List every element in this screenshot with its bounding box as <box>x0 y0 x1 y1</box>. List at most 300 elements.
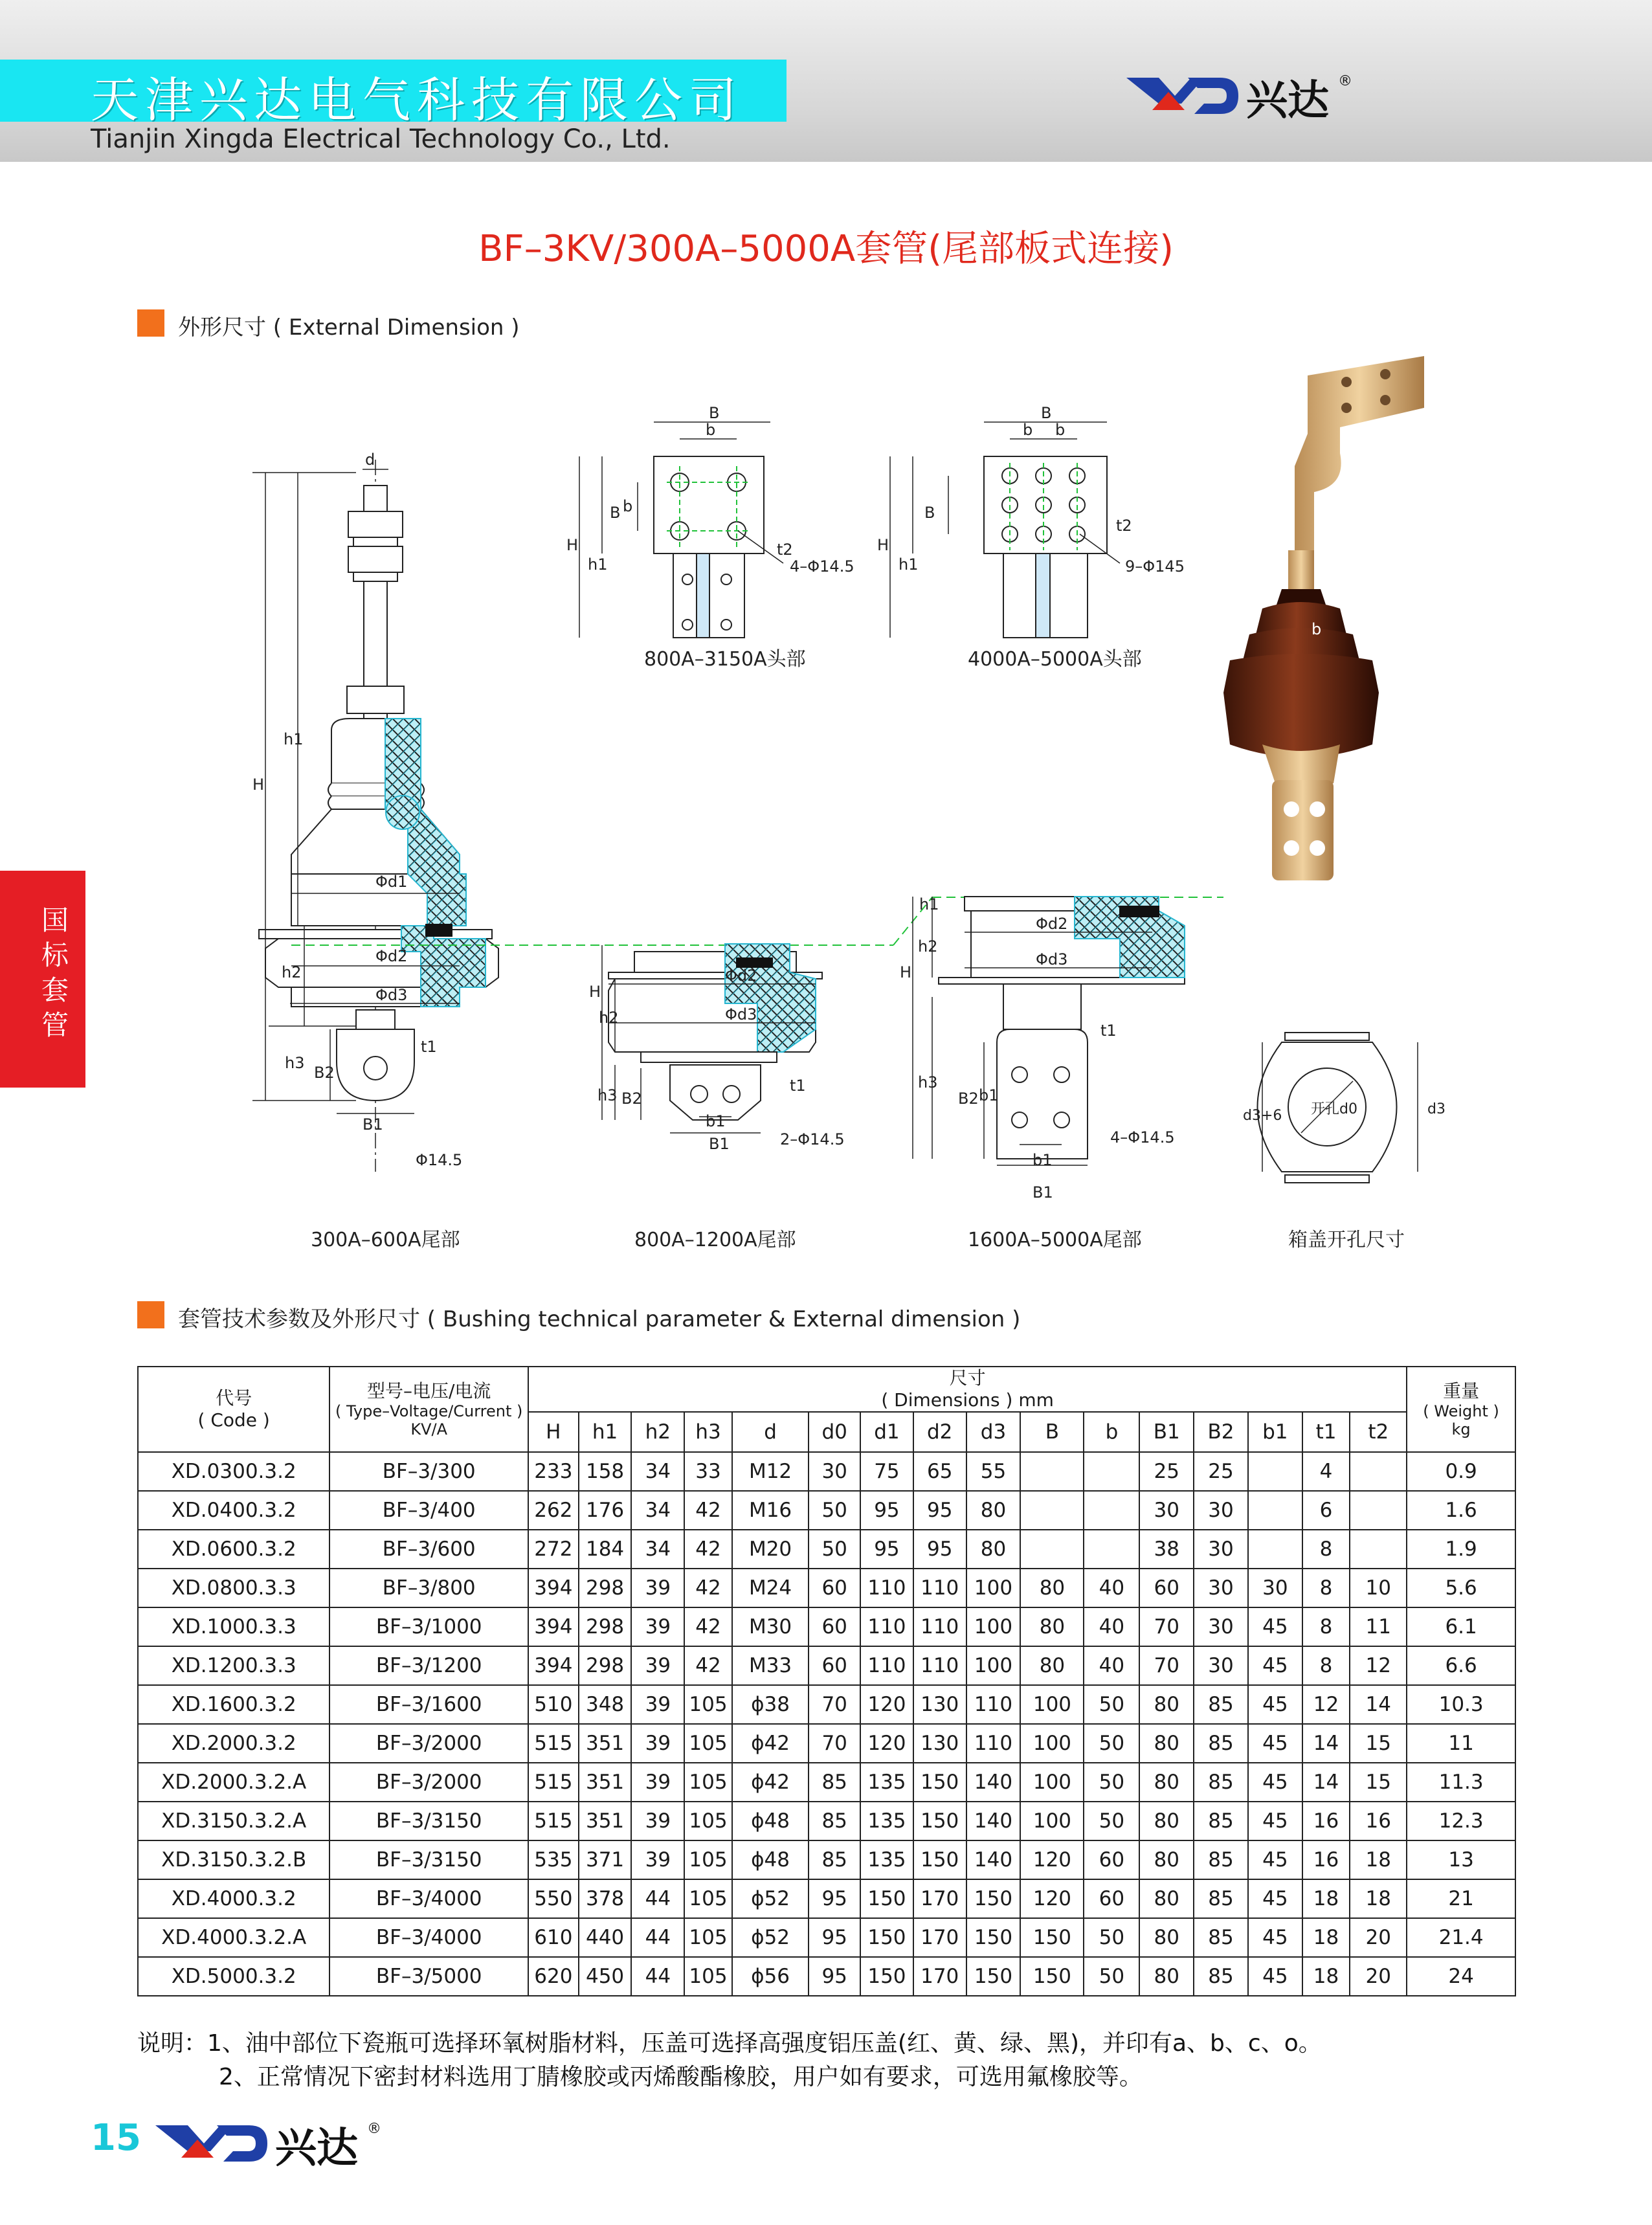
table-row <box>138 1918 1515 1957</box>
cell-d0: 95 <box>809 1918 860 1957</box>
cell-H: 535 <box>528 1840 579 1879</box>
svg-text:b: b <box>1023 421 1033 439</box>
cell-B2: 30 <box>1194 1607 1248 1646</box>
svg-text:4–Φ14.5: 4–Φ14.5 <box>1110 1128 1175 1146</box>
svg-text:h2: h2 <box>282 963 302 981</box>
cell-h3: 105 <box>684 1724 732 1763</box>
table-row <box>138 1957 1515 1996</box>
cell-d2: 65 <box>913 1452 966 1491</box>
cell-d3: 110 <box>966 1685 1021 1724</box>
cell-t1: 14 <box>1302 1763 1350 1802</box>
cell-t1: 8 <box>1302 1646 1350 1685</box>
cell-h3: 105 <box>684 1840 732 1879</box>
cell-b1: 45 <box>1248 1802 1302 1840</box>
cell-weight: 24 <box>1407 1957 1515 1996</box>
cell-H: 394 <box>528 1646 579 1685</box>
cell-code: XD.1600.3.2 <box>138 1685 329 1724</box>
cell-model: BF–3/2000 <box>329 1724 528 1763</box>
footer-brand-logo <box>152 2107 398 2178</box>
cell-b1: 30 <box>1248 1569 1302 1607</box>
cell-code: XD.0300.3.2 <box>138 1452 329 1491</box>
cell-d1: 110 <box>860 1607 913 1646</box>
cell-h3: 42 <box>684 1491 732 1530</box>
cell-d0: 50 <box>809 1530 860 1569</box>
header-dim-d: d <box>732 1412 809 1452</box>
header-dimensions: 尺寸 ( Dimensions ) mm <box>528 1367 1407 1412</box>
xd-logo-icon <box>152 2107 398 2178</box>
table-row <box>138 1491 1515 1530</box>
table-row <box>138 1646 1515 1685</box>
cover-hole-drawing <box>1243 1033 1446 1251</box>
cell-b1 <box>1248 1530 1302 1569</box>
cell-h1: 176 <box>579 1491 632 1530</box>
cell-weight: 10.3 <box>1407 1685 1515 1724</box>
cell-b1: 45 <box>1248 1646 1302 1685</box>
svg-text:b: b <box>706 421 716 439</box>
header-code: 代号 ( Code ) <box>138 1367 329 1452</box>
section-heading-external-dimension: 外形尺寸 ( External Dimension ) <box>178 315 520 341</box>
cell-d2: 170 <box>913 1879 966 1918</box>
cell-t1: 8 <box>1302 1569 1350 1607</box>
cell-h3: 42 <box>684 1569 732 1607</box>
cell-b: 60 <box>1084 1840 1139 1879</box>
header-dim-h1: h1 <box>579 1412 632 1452</box>
cell-code: XD.1200.3.3 <box>138 1646 329 1685</box>
cell-b: 50 <box>1084 1957 1139 1996</box>
cell-h1: 351 <box>579 1724 632 1763</box>
cell-B2: 85 <box>1194 1724 1248 1763</box>
cell-B <box>1020 1530 1084 1569</box>
cell-B1: 80 <box>1139 1879 1194 1918</box>
cell-t1: 18 <box>1302 1957 1350 1996</box>
svg-text:Φd2: Φd2 <box>375 947 408 965</box>
cell-B2: 30 <box>1194 1491 1248 1530</box>
cell-d2: 95 <box>913 1530 966 1569</box>
cell-d: ϕ56 <box>732 1957 809 1996</box>
cell-t2 <box>1350 1452 1407 1491</box>
cell-h2: 44 <box>631 1957 684 1996</box>
cell-d1: 135 <box>860 1763 913 1802</box>
cell-d0: 60 <box>809 1646 860 1685</box>
svg-text:b1: b1 <box>1032 1151 1053 1169</box>
cell-d3: 80 <box>966 1491 1021 1530</box>
cell-b: 50 <box>1084 1685 1139 1724</box>
svg-text:h3: h3 <box>285 1054 305 1072</box>
header-dim-t2: t2 <box>1350 1412 1407 1452</box>
cell-d2: 95 <box>913 1491 966 1530</box>
svg-text:B: B <box>610 504 621 522</box>
header-dim-d3: d3 <box>966 1412 1021 1452</box>
cell-t2 <box>1350 1491 1407 1530</box>
svg-text:Φd2: Φd2 <box>725 967 757 985</box>
cell-d: ϕ48 <box>732 1802 809 1840</box>
cell-d0: 85 <box>809 1802 860 1840</box>
svg-text:b: b <box>623 497 633 515</box>
cell-B: 80 <box>1020 1569 1084 1607</box>
cell-h1: 348 <box>579 1685 632 1724</box>
cell-b: 40 <box>1084 1607 1139 1646</box>
cell-B: 120 <box>1020 1840 1084 1879</box>
page-number: 15 <box>91 2117 141 2159</box>
cell-B1: 70 <box>1139 1646 1194 1685</box>
head-800-3150-drawing <box>566 404 854 671</box>
cell-h2: 39 <box>631 1607 684 1646</box>
cell-model: BF–3/3150 <box>329 1840 528 1879</box>
brand-logo <box>1123 60 1369 131</box>
cell-model: BF–3/3150 <box>329 1802 528 1840</box>
cell-B1: 80 <box>1139 1918 1194 1957</box>
svg-text:800A–3150A头部: 800A–3150A头部 <box>644 648 806 671</box>
cell-h2: 39 <box>631 1802 684 1840</box>
cell-B2: 85 <box>1194 1763 1248 1802</box>
cell-B1: 80 <box>1139 1724 1194 1763</box>
cell-h1: 450 <box>579 1957 632 1996</box>
cell-d0: 85 <box>809 1840 860 1879</box>
cell-b <box>1084 1491 1139 1530</box>
cell-d2: 150 <box>913 1763 966 1802</box>
header-dim-h2: h2 <box>631 1412 684 1452</box>
cell-model: BF–3/400 <box>329 1491 528 1530</box>
cell-model: BF–3/4000 <box>329 1918 528 1957</box>
page-title: BF–3KV/300A–5000A套管(尾部板式连接) <box>478 228 1174 270</box>
cell-H: 510 <box>528 1685 579 1724</box>
svg-text:箱盖开孔尺寸: 箱盖开孔尺寸 <box>1288 1229 1405 1251</box>
header-dim-t1: t1 <box>1302 1412 1350 1452</box>
cell-b <box>1084 1452 1139 1491</box>
header-dim-B1: B1 <box>1139 1412 1194 1452</box>
cell-model: BF–3/300 <box>329 1452 528 1491</box>
cell-b: 50 <box>1084 1802 1139 1840</box>
cell-B1: 80 <box>1139 1840 1194 1879</box>
cell-B2: 85 <box>1194 1918 1248 1957</box>
header-model: 型号–电压/电流 ( Type–Voltage/Current ) KV/A <box>329 1367 528 1452</box>
table-row <box>138 1530 1515 1569</box>
table-row <box>138 1685 1515 1724</box>
cell-d: M20 <box>732 1530 809 1569</box>
cell-h3: 42 <box>684 1607 732 1646</box>
cell-b: 40 <box>1084 1646 1139 1685</box>
cell-t2: 16 <box>1350 1802 1407 1840</box>
cell-h3: 105 <box>684 1802 732 1840</box>
svg-text:800A–1200A尾部: 800A–1200A尾部 <box>634 1229 796 1251</box>
cell-model: BF–3/1600 <box>329 1685 528 1724</box>
cell-d1: 95 <box>860 1491 913 1530</box>
cell-h2: 39 <box>631 1724 684 1763</box>
cell-d2: 110 <box>913 1646 966 1685</box>
cell-code: XD.5000.3.2 <box>138 1957 329 1996</box>
cell-code: XD.3150.3.2.A <box>138 1802 329 1840</box>
cell-h2: 34 <box>631 1491 684 1530</box>
cell-weight: 0.9 <box>1407 1452 1515 1491</box>
cell-h2: 39 <box>631 1840 684 1879</box>
main-bushing-drawing <box>252 451 498 1172</box>
svg-text:H: H <box>252 776 265 794</box>
cell-B1: 38 <box>1139 1530 1194 1569</box>
cell-model: BF–3/4000 <box>329 1879 528 1918</box>
cell-t2: 12 <box>1350 1646 1407 1685</box>
section-heading-technical-params: 套管技术参数及外形尺寸 ( Bushing technical parameter & External dimension ) <box>178 1306 1021 1332</box>
cell-h3: 33 <box>684 1452 732 1491</box>
svg-text:Φd1: Φd1 <box>375 873 408 891</box>
cell-d: M12 <box>732 1452 809 1491</box>
cell-b: 50 <box>1084 1918 1139 1957</box>
svg-text:b1: b1 <box>706 1112 726 1130</box>
cell-d1: 135 <box>860 1840 913 1879</box>
cell-d1: 120 <box>860 1685 913 1724</box>
cell-d3: 140 <box>966 1802 1021 1840</box>
note-1: 说明：1、油中部位下瓷瓶可选择环氧树脂材料，压盖可选择高强度铝压盖(红、黄、绿、黑)，并印有a、b、c、o。 <box>137 2030 1322 2057</box>
cell-H: 394 <box>528 1569 579 1607</box>
cell-model: BF–3/2000 <box>329 1763 528 1802</box>
cell-d3: 140 <box>966 1763 1021 1802</box>
table-row <box>138 1569 1515 1607</box>
cell-b1: 45 <box>1248 1685 1302 1724</box>
svg-text:B1: B1 <box>363 1115 383 1134</box>
cell-weight: 13 <box>1407 1840 1515 1879</box>
svg-text:1600A–5000A尾部: 1600A–5000A尾部 <box>968 1229 1142 1251</box>
cell-code: XD.4000.3.2 <box>138 1879 329 1918</box>
cell-b1: 45 <box>1248 1918 1302 1957</box>
svg-text:b: b <box>1055 421 1066 439</box>
svg-text:d: d <box>365 451 375 469</box>
cell-H: 515 <box>528 1802 579 1840</box>
cell-d0: 60 <box>809 1607 860 1646</box>
cell-B1: 60 <box>1139 1569 1194 1607</box>
header-dim-h3: h3 <box>684 1412 732 1452</box>
cell-d: M16 <box>732 1491 809 1530</box>
svg-text:h2: h2 <box>599 1009 619 1027</box>
cell-d1: 150 <box>860 1918 913 1957</box>
cell-B: 100 <box>1020 1685 1084 1724</box>
cell-d3: 55 <box>966 1452 1021 1491</box>
svg-text:t1: t1 <box>1100 1022 1117 1040</box>
svg-text:开孔d0: 开孔d0 <box>1311 1101 1357 1117</box>
svg-text:t1: t1 <box>790 1077 806 1095</box>
cell-t1: 18 <box>1302 1879 1350 1918</box>
cell-b1: 45 <box>1248 1763 1302 1802</box>
svg-text:4000A–5000A头部: 4000A–5000A头部 <box>968 648 1142 671</box>
cell-B2: 30 <box>1194 1530 1248 1569</box>
note-2: 2、正常情况下密封材料选用丁腈橡胶或丙烯酸酯橡胶，用户如有要求，可选用氟橡胶等。 <box>219 2064 1143 2090</box>
cell-t2: 15 <box>1350 1724 1407 1763</box>
cell-d1: 110 <box>860 1569 913 1607</box>
svg-text:Φd3: Φd3 <box>725 1005 757 1023</box>
cell-code: XD.3150.3.2.B <box>138 1840 329 1879</box>
cell-d1: 150 <box>860 1957 913 1996</box>
cell-d2: 130 <box>913 1685 966 1724</box>
svg-text:b1: b1 <box>979 1086 999 1104</box>
cell-h2: 44 <box>631 1879 684 1918</box>
cell-b: 40 <box>1084 1569 1139 1607</box>
svg-text:b: b <box>1312 620 1322 638</box>
cell-t2: 20 <box>1350 1918 1407 1957</box>
cell-h2: 34 <box>631 1452 684 1491</box>
cell-t2 <box>1350 1530 1407 1569</box>
cell-d3: 100 <box>966 1569 1021 1607</box>
product-photo <box>1223 356 1424 880</box>
cell-B1: 70 <box>1139 1607 1194 1646</box>
company-name-en: Tianjin Xingda Electrical Technology Co., Ltd. <box>91 124 671 154</box>
cell-B: 150 <box>1020 1918 1084 1957</box>
cell-weight: 12.3 <box>1407 1802 1515 1840</box>
cell-t1: 18 <box>1302 1918 1350 1957</box>
cell-h2: 44 <box>631 1918 684 1957</box>
svg-text:h1: h1 <box>899 555 919 574</box>
cell-b1 <box>1248 1491 1302 1530</box>
cell-weight: 11 <box>1407 1724 1515 1763</box>
cell-B: 100 <box>1020 1724 1084 1763</box>
svg-text:d3+6: d3+6 <box>1243 1108 1282 1124</box>
cell-B2: 85 <box>1194 1957 1248 1996</box>
cell-B2: 85 <box>1194 1802 1248 1840</box>
svg-text:t2: t2 <box>777 541 793 559</box>
svg-text:h3: h3 <box>597 1086 618 1104</box>
cell-d2: 130 <box>913 1724 966 1763</box>
svg-text:B1: B1 <box>1032 1183 1053 1202</box>
svg-text:h2: h2 <box>918 937 938 956</box>
tail-1600-5000-drawing <box>900 895 1185 1251</box>
cell-h1: 351 <box>579 1763 632 1802</box>
spec-table <box>137 1366 1516 1996</box>
table-row <box>138 1802 1515 1840</box>
svg-text:Φ14.5: Φ14.5 <box>416 1151 463 1169</box>
table-row <box>138 1879 1515 1918</box>
table-row <box>138 1763 1515 1802</box>
cell-code: XD.0800.3.3 <box>138 1569 329 1607</box>
cell-weight: 6.1 <box>1407 1607 1515 1646</box>
cell-d1: 150 <box>860 1879 913 1918</box>
table-row <box>138 1840 1515 1879</box>
header-dim-d2: d2 <box>913 1412 966 1452</box>
cell-B <box>1020 1491 1084 1530</box>
cell-t2: 18 <box>1350 1879 1407 1918</box>
svg-text:d3: d3 <box>1427 1101 1446 1117</box>
cell-B2: 30 <box>1194 1569 1248 1607</box>
svg-text:®: ® <box>1338 73 1352 89</box>
cell-h1: 184 <box>579 1530 632 1569</box>
cell-B: 150 <box>1020 1957 1084 1996</box>
cell-h1: 298 <box>579 1646 632 1685</box>
cell-h3: 105 <box>684 1879 732 1918</box>
cell-t2: 14 <box>1350 1685 1407 1724</box>
cell-h3: 105 <box>684 1763 732 1802</box>
cell-d3: 150 <box>966 1879 1021 1918</box>
table-row <box>138 1724 1515 1763</box>
cell-H: 394 <box>528 1607 579 1646</box>
cell-H: 262 <box>528 1491 579 1530</box>
cell-t2: 20 <box>1350 1957 1407 1996</box>
cell-d1: 110 <box>860 1646 913 1685</box>
cell-h3: 105 <box>684 1918 732 1957</box>
svg-text:Φd3: Φd3 <box>1036 950 1068 968</box>
cell-b: 60 <box>1084 1879 1139 1918</box>
cell-B: 100 <box>1020 1763 1084 1802</box>
header-weight: 重量 ( Weight ) kg <box>1407 1367 1515 1452</box>
section-marker <box>137 309 164 337</box>
cell-B1: 80 <box>1139 1763 1194 1802</box>
svg-text:h1: h1 <box>919 895 939 913</box>
cell-d2: 170 <box>913 1918 966 1957</box>
cell-h1: 378 <box>579 1879 632 1918</box>
cell-weight: 1.6 <box>1407 1491 1515 1530</box>
cell-b1: 45 <box>1248 1607 1302 1646</box>
cell-H: 515 <box>528 1763 579 1802</box>
cell-H: 620 <box>528 1957 579 1996</box>
cell-h2: 39 <box>631 1646 684 1685</box>
cell-h3: 42 <box>684 1646 732 1685</box>
svg-text:H: H <box>877 536 889 554</box>
cell-d: M33 <box>732 1646 809 1685</box>
cell-weight: 1.9 <box>1407 1530 1515 1569</box>
cell-B2: 85 <box>1194 1879 1248 1918</box>
cell-d3: 80 <box>966 1530 1021 1569</box>
cell-H: 233 <box>528 1452 579 1491</box>
cell-d3: 150 <box>966 1957 1021 1996</box>
cell-t2: 18 <box>1350 1840 1407 1879</box>
cell-t1: 4 <box>1302 1452 1350 1491</box>
cell-d2: 110 <box>913 1607 966 1646</box>
header-dim-B2: B2 <box>1194 1412 1248 1452</box>
cell-B <box>1020 1452 1084 1491</box>
cell-B1: 80 <box>1139 1957 1194 1996</box>
cell-d: ϕ52 <box>732 1918 809 1957</box>
cell-H: 610 <box>528 1918 579 1957</box>
svg-text:B2: B2 <box>314 1064 335 1082</box>
svg-text:B2: B2 <box>621 1090 642 1108</box>
svg-text:B1: B1 <box>709 1135 730 1153</box>
cell-d: ϕ48 <box>732 1840 809 1879</box>
cell-d2: 150 <box>913 1840 966 1879</box>
header-dim-d0: d0 <box>809 1412 860 1452</box>
svg-text:t1: t1 <box>421 1038 437 1056</box>
svg-text:h3: h3 <box>918 1073 938 1091</box>
cell-d2: 110 <box>913 1569 966 1607</box>
cell-h1: 298 <box>579 1607 632 1646</box>
cell-d: M24 <box>732 1569 809 1607</box>
cell-h3: 105 <box>684 1957 732 1996</box>
cell-model: BF–3/800 <box>329 1569 528 1607</box>
cell-b: 50 <box>1084 1763 1139 1802</box>
cell-code: XD.2000.3.2 <box>138 1724 329 1763</box>
cell-t1: 6 <box>1302 1491 1350 1530</box>
cell-d: ϕ38 <box>732 1685 809 1724</box>
cell-B1: 30 <box>1139 1491 1194 1530</box>
cell-h1: 351 <box>579 1802 632 1840</box>
side-category-label: 国标套管 <box>41 904 69 1041</box>
cell-b: 50 <box>1084 1724 1139 1763</box>
cell-H: 272 <box>528 1530 579 1569</box>
svg-text:B: B <box>924 504 935 522</box>
cell-d0: 50 <box>809 1491 860 1530</box>
cell-d0: 95 <box>809 1879 860 1918</box>
svg-text:H: H <box>589 983 601 1001</box>
cell-code: XD.0600.3.2 <box>138 1530 329 1569</box>
cell-h3: 42 <box>684 1530 732 1569</box>
tail-800-1200-drawing <box>589 944 845 1251</box>
cell-h1: 440 <box>579 1918 632 1957</box>
cell-b1: 45 <box>1248 1840 1302 1879</box>
header-dim-d1: d1 <box>860 1412 913 1452</box>
svg-text:t2: t2 <box>1116 517 1132 535</box>
cell-weight: 5.6 <box>1407 1569 1515 1607</box>
svg-text:Φd3: Φd3 <box>375 986 408 1004</box>
cell-h1: 298 <box>579 1569 632 1607</box>
cell-B1: 80 <box>1139 1802 1194 1840</box>
cell-t2: 11 <box>1350 1607 1407 1646</box>
cell-d3: 100 <box>966 1607 1021 1646</box>
cell-B: 100 <box>1020 1802 1084 1840</box>
cell-h1: 158 <box>579 1452 632 1491</box>
